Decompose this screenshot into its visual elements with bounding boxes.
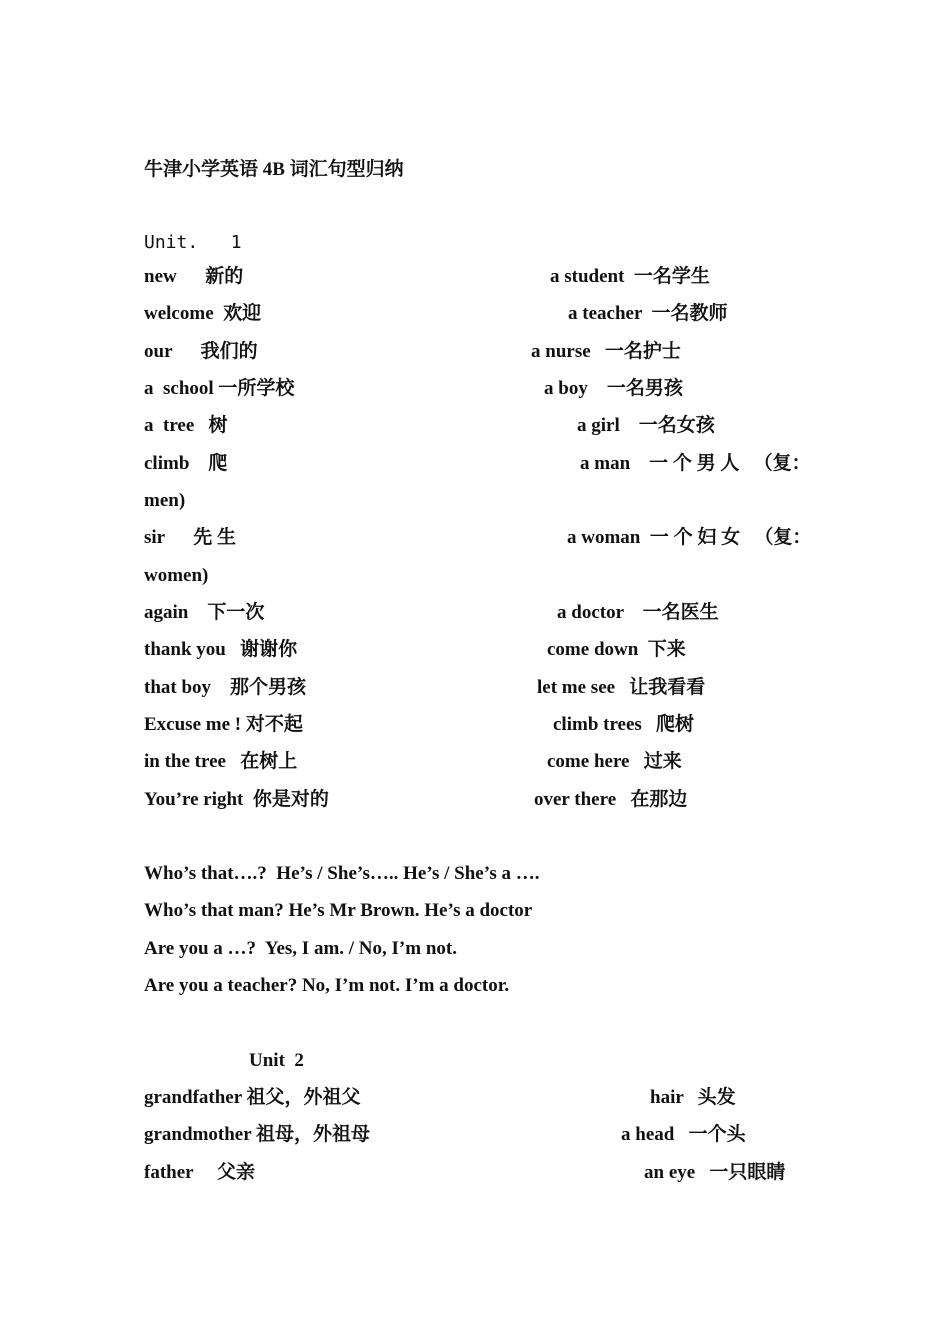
vocab-right: a head 一个头 <box>621 1124 746 1145</box>
vocab-right: hair 头发 <box>650 1087 736 1108</box>
vocab-right: a boy 一名男孩 <box>544 378 683 399</box>
vocab-left: in the tree 在树上 <box>144 751 298 772</box>
vocab-right: a woman 一 个 妇 女 （复： <box>567 527 812 548</box>
vocab-right: a girl 一名女孩 <box>577 415 715 436</box>
vocab-left: that boy 那个男孩 <box>144 677 307 698</box>
vocab-right: over there 在那边 <box>534 789 688 810</box>
vocab-left: a school 一所学校 <box>144 378 295 399</box>
vocab-right: a teacher 一名教师 <box>568 303 728 324</box>
vocab-right: a doctor 一名医生 <box>557 602 719 623</box>
vocab-right: a man 一 个 男 人 （复： <box>580 453 811 474</box>
sentence-pattern: Who’s that….? He’s / She’s….. He’s / She’s a …. <box>144 863 540 884</box>
vocab-left: You’re right 你是对的 <box>144 789 329 810</box>
vocab-left: welcome 欢迎 <box>144 303 262 324</box>
vocab-left: thank you 谢谢你 <box>144 639 298 660</box>
sentence-pattern: Are you a teacher? No, I’m not. I’m a doctor. <box>144 975 510 996</box>
vocab-right: come here 过来 <box>547 751 682 772</box>
unit1-heading: Unit. 1 <box>144 232 242 253</box>
vocab-left: climb 爬 <box>144 453 228 474</box>
vocab-right: let me see 让我看看 <box>537 677 706 698</box>
vocab-left: grandmother 祖母，外祖母 <box>144 1124 371 1145</box>
sentence-pattern: Who’s that man? He’s Mr Brown. He’s a doctor <box>144 900 533 921</box>
vocab-left: father 父亲 <box>144 1162 255 1183</box>
vocab-left: sir 先 生 <box>144 527 237 548</box>
vocab-left: again 下一次 <box>144 602 265 623</box>
vocab-left: women) <box>144 565 209 586</box>
vocab-left: Excuse me ! 对不起 <box>144 714 303 735</box>
unit2-heading: Unit 2 <box>249 1050 304 1071</box>
vocab-right: a nurse 一名护士 <box>531 341 681 362</box>
vocab-left: a tree 树 <box>144 415 228 436</box>
vocab-left: new 新的 <box>144 266 244 287</box>
sentence-pattern: Are you a …? Yes, I am. / No, I’m not. <box>144 938 457 959</box>
vocab-right: an eye 一只眼睛 <box>644 1162 786 1183</box>
vocab-left: men) <box>144 490 186 511</box>
vocab-right: a student 一名学生 <box>550 266 710 287</box>
vocab-left: our 我们的 <box>144 341 258 362</box>
vocab-right: come down 下来 <box>547 639 686 660</box>
vocab-left: grandfather 祖父，外祖父 <box>144 1087 361 1108</box>
document-title: 牛津小学英语 4B 词汇句型归纳 <box>144 159 404 180</box>
vocab-right: climb trees 爬树 <box>553 714 695 735</box>
